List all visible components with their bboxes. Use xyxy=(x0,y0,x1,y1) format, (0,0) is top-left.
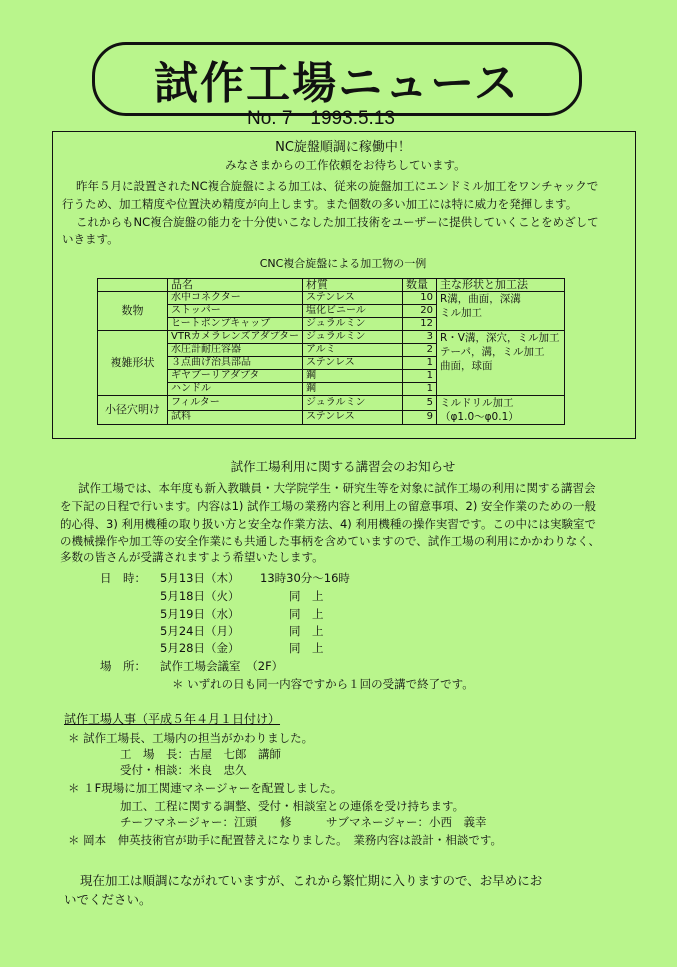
nc-paragraph-1-line-2: 行うため、加工精度や位置決め精度が向上します。また個数の多い加工には特に威力を発揮します。 xyxy=(62,197,578,211)
page-edge-bottom xyxy=(0,967,689,975)
header-shape: 主な形状と加工法 xyxy=(437,279,565,292)
issue-line xyxy=(247,108,395,130)
personnel-line: チーフマネージャー：江頭 修 サブマネージャー：小西 義幸 xyxy=(120,815,487,829)
category-cell: 複雑形状 xyxy=(98,331,168,396)
personnel-line: ＊ 岡本 伸英技術官が助手に配置替えになりました。 業務内容は設計・相談です。 xyxy=(68,833,502,847)
nc-paragraph-2-line-1: これからもNC複合旋盤の能力を十分使いこなした加工技術をユーザーに提供していくことをめざして xyxy=(76,215,599,229)
lecture-title: 試作工場利用に関する講習会のお知らせ xyxy=(230,459,456,474)
session-time: 同 上 xyxy=(289,607,324,621)
header-material: 材質 xyxy=(303,279,403,292)
personnel-line: 工 場 長：古屋 七郎 講師 xyxy=(120,747,281,761)
issue-number: No. 7 xyxy=(247,108,293,129)
table-row: ３点曲げ治具部品 ステンレス 1 xyxy=(98,357,565,370)
session-date: 5月24日（月） xyxy=(160,624,240,638)
closing-line: 現在加工は順調にながれていますが、これから繁忙期に入りますので、お早めにお xyxy=(80,873,543,888)
date-label: 日 時： xyxy=(100,571,146,585)
table-row: 試料 ステンレス 9 xyxy=(98,410,565,425)
session-time: 13時30分～16時 xyxy=(260,571,350,585)
table-row: 数物 水中コネクター ステンレス 10 R溝，曲面，深溝 ミル加工 xyxy=(98,292,565,305)
category-cell: 数物 xyxy=(98,292,168,331)
shape-cell: R溝，曲面，深溝 ミル加工 xyxy=(437,292,565,331)
lecture-body-line: 多数の皆さんが受講されますよう希望いたします。 xyxy=(60,550,324,564)
issue-date: 1993.5.13 xyxy=(310,108,395,129)
personnel-line: 加工、工程に関する調整、受付・相談室との連係を受け持ちます。 xyxy=(120,799,465,813)
nc-paragraph-2-line-2: いきます。 xyxy=(62,232,119,246)
nc-paragraph-1-line-1: 昨年５月に設置されたNC複合旋盤による加工は、従来の旋盤加工にエンドミル加工をワンチャックで xyxy=(76,179,599,193)
nc-subtitle: みなさまからの工作依頼をお待ちしています。 xyxy=(225,158,466,172)
lecture-note: ＊ いずれの日も同一内容ですから１回の受講で終了です。 xyxy=(172,677,474,691)
place-value: 試作工場会議室 （2F） xyxy=(160,659,284,673)
lecture-body-line: の機械操作や加工等の安全作業にも共通した事柄を含めていますので、試作工場の利用にかかわりなく、 xyxy=(60,534,601,548)
session-time: 同 上 xyxy=(289,624,324,638)
closing-line: いでください。 xyxy=(64,892,152,907)
category-cell: 小径穴明け xyxy=(98,396,168,425)
session-date: 5月19日（水） xyxy=(160,607,240,621)
table-row: ハンドル 鋼 1 xyxy=(98,383,565,396)
session-time: 同 上 xyxy=(289,589,324,603)
header-qty: 数量 xyxy=(403,279,437,292)
session-date: 5月13日（木） xyxy=(160,571,240,585)
nc-title: NC旋盤順調に稼働中！ xyxy=(275,140,411,155)
table-row: ギヤブーリアダプタ 鋼 1 xyxy=(98,370,565,383)
product-table xyxy=(97,278,565,425)
session-time: 同 上 xyxy=(289,641,324,655)
lecture-body-line: を下記の日程で行います。内容は1) 試作工場の業務内容と利用上の留意事項、2) 安全作業のための一般 xyxy=(60,499,596,513)
shape-cell: ミルドリル加工 （φ1.0～φ0.1） xyxy=(437,396,565,425)
personnel-title: 試作工場人事（平成５年４月１日付け） xyxy=(64,712,281,726)
table-row: ストッパー 塩化ビニール 20 xyxy=(98,305,565,318)
header-name: 品名 xyxy=(168,279,303,292)
lecture-body-line: 的心得、3) 利用機種の取り扱い方と安全な作業方法、4) 利用機種の操作実習です。この中には実験室で xyxy=(60,517,596,531)
table-row: 小径穴明け フィルター ジュラルミン 5 ミルドリル加工 （φ1.0～φ0.1） xyxy=(98,396,565,411)
place-label: 場 所： xyxy=(100,659,146,673)
masthead-title: 試作工場ニュース xyxy=(92,42,582,116)
personnel-line: ＊ 試作工場長、工場内の担当がかわりました。 xyxy=(68,731,314,745)
table-row: 水圧計耐圧容器 アルミ 2 xyxy=(98,344,565,357)
table-row: 複雑形状 VTRカメラレンズアダプター ジュラルミン 3 R・V溝，深穴，ミル加工 テーパ，溝，ミル加工 曲面，球面 xyxy=(98,331,565,344)
session-date: 5月18日（火） xyxy=(160,589,240,603)
session-date: 5月28日（金） xyxy=(160,641,240,655)
table-header-row xyxy=(98,279,565,292)
personnel-line: 受付・相談：米良 忠久 xyxy=(120,763,247,777)
table-row: ヒートポンプキャップ ジュラルミン 12 xyxy=(98,318,565,331)
page-edge xyxy=(677,0,689,975)
lecture-body-line: 試作工場では、本年度も新入教職員・大学院学生・研究生等を対象に試作工場の利用に関する講習会 xyxy=(78,481,596,495)
personnel-line: ＊ １F現場に加工関連マネージャーを配置しました。 xyxy=(68,781,343,795)
shape-cell: R・V溝，深穴，ミル加工 テーパ，溝，ミル加工 曲面，球面 xyxy=(437,331,565,396)
table-caption: CNC複合旋盤による加工物の一例 xyxy=(259,257,427,270)
